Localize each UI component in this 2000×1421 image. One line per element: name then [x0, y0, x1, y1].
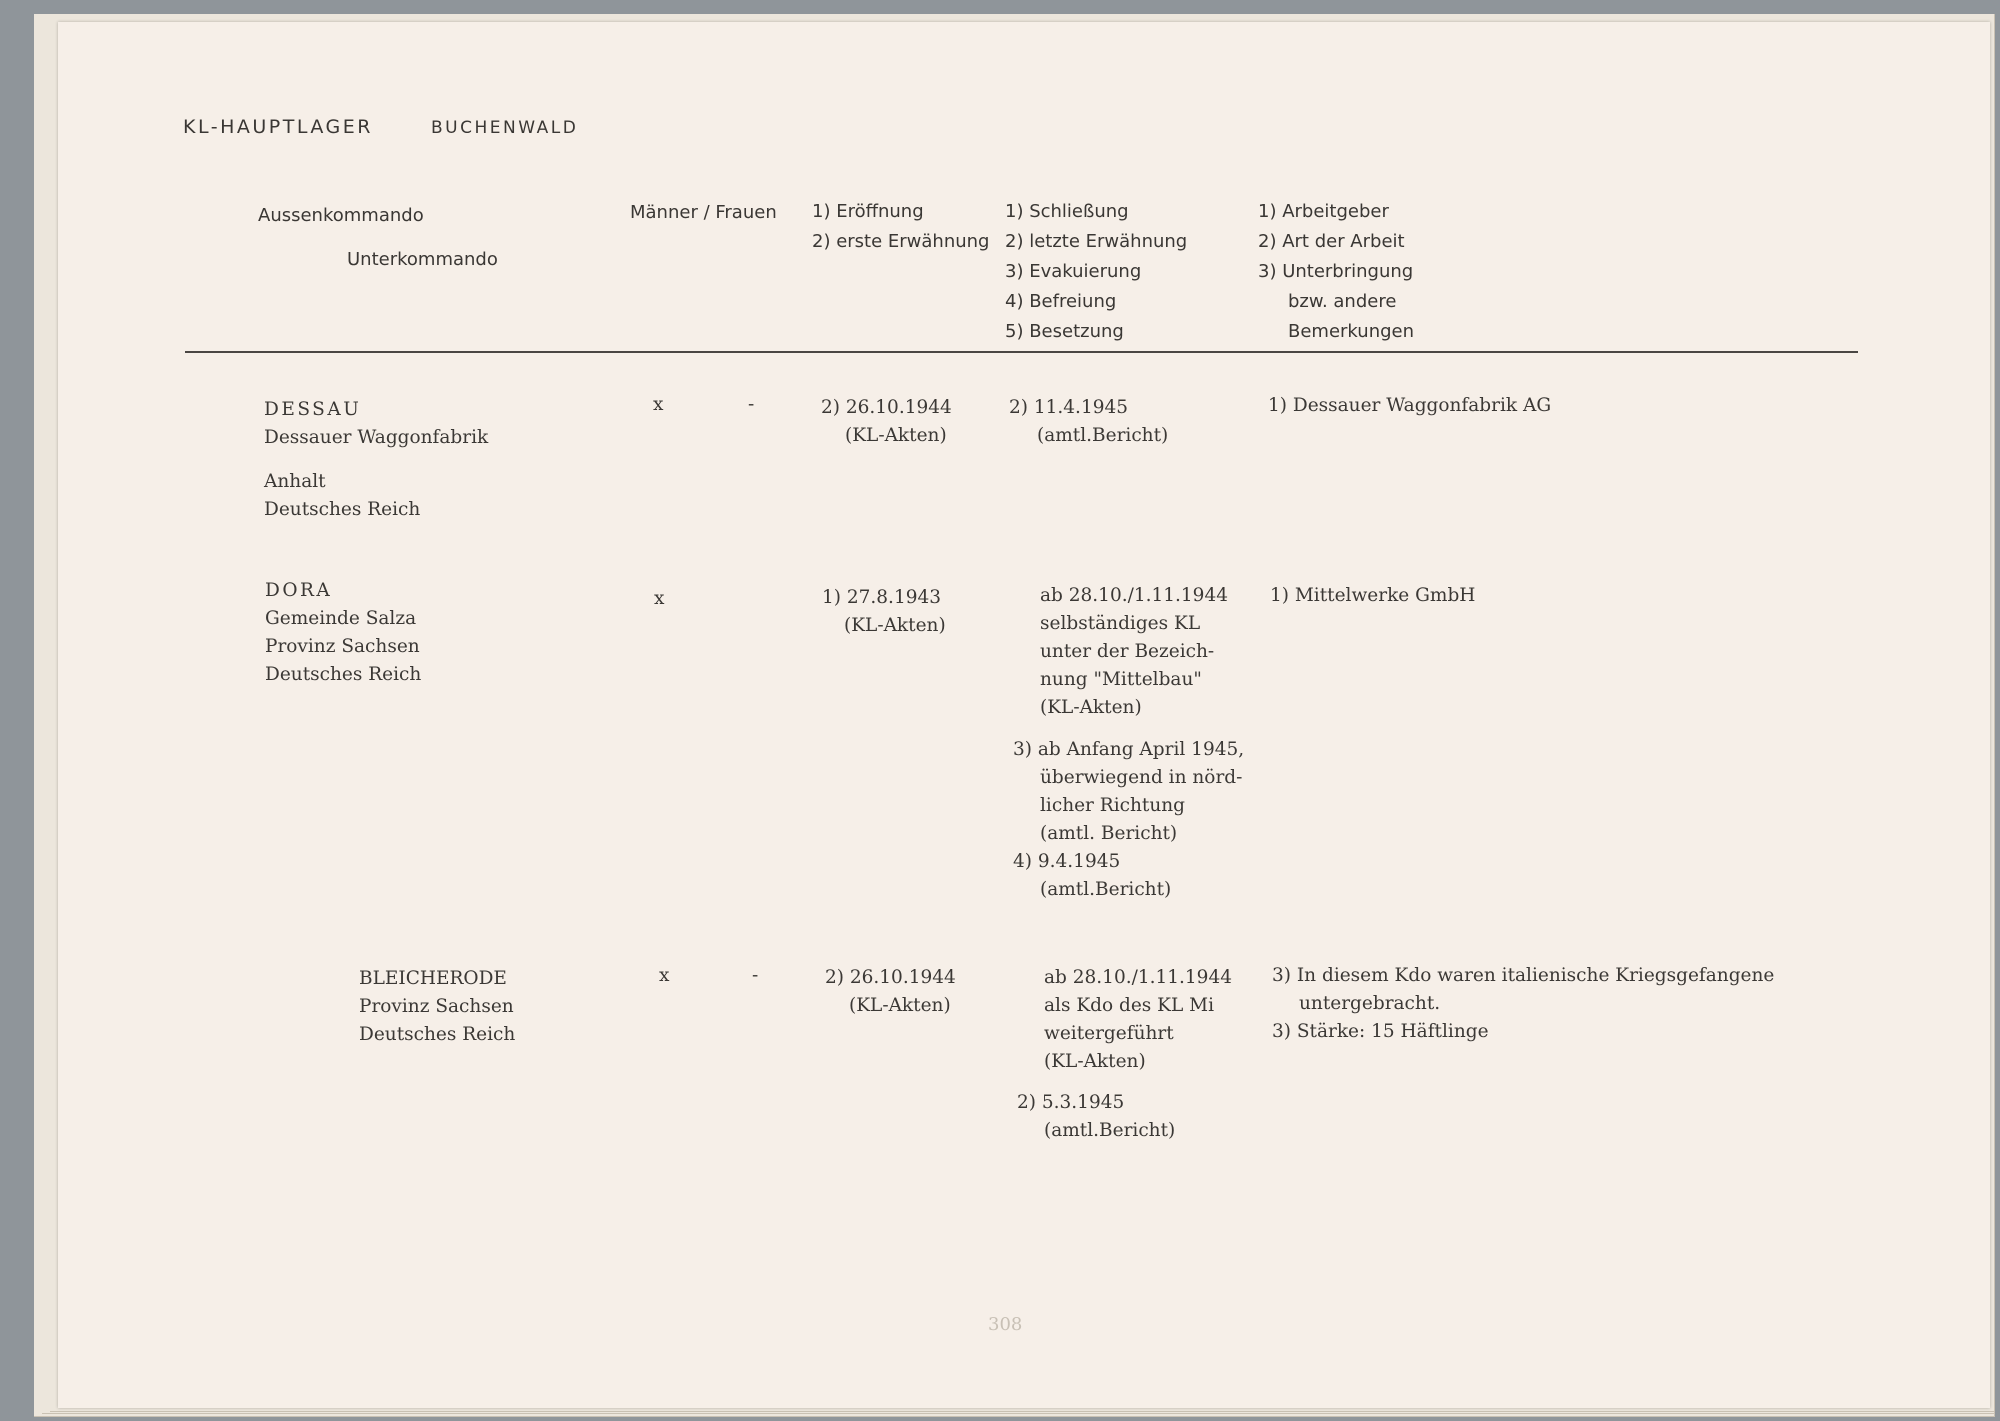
closing-line: 2) 5.3.1945: [1017, 1092, 1125, 1113]
closing-line: nung "Mittelbau": [1040, 669, 1202, 690]
source-line: (KL-Akten): [845, 425, 947, 446]
document-page: [58, 22, 1990, 1408]
row-dessau-men: x: [653, 394, 664, 415]
date-line: 1) 27.8.1943: [822, 587, 942, 608]
location-line: Provinz Sachsen: [265, 636, 420, 657]
row-dessau-women: -: [748, 394, 755, 415]
page-number: 308: [988, 1314, 1023, 1335]
remark-line: 1) Dessauer Waggonfabrik AG: [1268, 395, 1552, 416]
row-bleicherode-closing-a: [1044, 964, 1232, 1076]
header-line: Bemerkungen: [1288, 321, 1415, 342]
date-line: 2) 11.4.1945: [1009, 397, 1129, 418]
row-bleicherode-women: -: [752, 965, 759, 986]
location-line: [264, 452, 488, 468]
date-line: 2) 26.10.1944: [821, 397, 952, 418]
row-bleicherode-closing-b: [1017, 1089, 1175, 1145]
closing-line: 3) ab Anfang April 1945,: [1013, 739, 1245, 760]
closing-line: als Kdo des KL Mi: [1044, 995, 1215, 1016]
row-dessau-closing: [1009, 394, 1168, 450]
row-dora-closing-a: [1040, 582, 1228, 722]
row-dora-closing-b: [1013, 736, 1244, 848]
closing-line: überwiegend in nörd-: [1040, 767, 1243, 788]
row-dora-remarks: [1270, 582, 1475, 610]
header-line: bzw. andere: [1288, 291, 1397, 312]
kommando-name: BLEICHERODE: [359, 968, 507, 989]
row-bleicherode-remarks: [1272, 962, 1774, 1046]
kommando-name: DORA: [265, 580, 333, 601]
closing-line: (KL-Akten): [1044, 1051, 1146, 1072]
row-dora-location: [265, 577, 421, 689]
row-dora-opening: [822, 584, 946, 640]
source-line: (KL-Akten): [844, 615, 946, 636]
location-line: Dessauer Waggonfabrik: [264, 427, 489, 448]
row-dora-closing-c: [1013, 848, 1171, 904]
location-line: Deutsches Reich: [264, 499, 421, 520]
header-line: 5) Besetzung: [1005, 321, 1124, 342]
column-header-remarks: [1258, 197, 1414, 347]
closing-line: 4) 9.4.1945: [1013, 851, 1121, 872]
location-line: Deutsches Reich: [265, 664, 422, 685]
date-line: 2) 26.10.1944: [825, 967, 956, 988]
page-title: KL-HAUPTLAGER: [183, 116, 373, 138]
header-divider: [185, 351, 1858, 353]
closing-line: licher Richtung: [1040, 795, 1186, 816]
remark-line: untergebracht.: [1299, 993, 1441, 1014]
closing-line: (KL-Akten): [1040, 697, 1142, 718]
closing-line: (amtl.Bericht): [1044, 1120, 1176, 1141]
closing-line: unter der Bezeich-: [1040, 641, 1215, 662]
kommando-name: DESSAU: [264, 399, 362, 420]
header-line: 2) erste Erwähnung: [812, 231, 990, 252]
row-bleicherode-men: x: [659, 965, 670, 986]
row-dessau-remarks: [1268, 392, 1551, 420]
source-line: (amtl.Bericht): [1037, 425, 1169, 446]
closing-line: (amtl.Bericht): [1040, 879, 1172, 900]
location-line: Gemeinde Salza: [265, 608, 417, 629]
location-line: Deutsches Reich: [359, 1024, 516, 1045]
header-line: 3) Evakuierung: [1005, 261, 1142, 282]
header-line: 2) letzte Erwähnung: [1005, 231, 1188, 252]
column-header-closing: [1005, 197, 1187, 347]
header-line: 3) Unterbringung: [1258, 261, 1414, 282]
header-line: 2) Art der Arbeit: [1258, 231, 1405, 252]
column-header-maenner-frauen: Männer / Frauen: [630, 202, 777, 223]
source-line: (KL-Akten): [849, 995, 951, 1016]
closing-line: ab 28.10./1.11.1944: [1044, 967, 1232, 988]
remark-line: 3) Stärke: 15 Häftlinge: [1272, 1021, 1489, 1042]
column-header-opening: [812, 197, 990, 257]
camp-name: BUCHENWALD: [431, 118, 579, 138]
closing-line: weitergeführt: [1044, 1023, 1174, 1044]
closing-line: ab 28.10./1.11.1944: [1040, 585, 1228, 606]
header-line: 1) Eröffnung: [812, 201, 924, 222]
column-header-aussenkommando: Aussenkommando: [258, 205, 424, 226]
column-header-unterkommando: Unterkommando: [347, 249, 498, 270]
row-dessau-opening: [821, 394, 952, 450]
location-line: Anhalt: [264, 471, 326, 492]
header-line: 1) Arbeitgeber: [1258, 201, 1389, 222]
row-dessau-location: [264, 396, 488, 524]
remark-line: 3) In diesem Kdo waren italienische Kriegsgefangene: [1272, 965, 1775, 986]
remark-line: 1) Mittelwerke GmbH: [1270, 585, 1476, 606]
row-bleicherode-location: [359, 965, 515, 1049]
header-line: 1) Schließung: [1005, 201, 1129, 222]
row-bleicherode-opening: [825, 964, 956, 1020]
row-dora-men: x: [654, 588, 665, 609]
location-line: Provinz Sachsen: [359, 996, 514, 1017]
closing-line: (amtl. Bericht): [1040, 823, 1178, 844]
header-line: 4) Befreiung: [1005, 291, 1117, 312]
closing-line: selbständiges KL: [1040, 613, 1201, 634]
